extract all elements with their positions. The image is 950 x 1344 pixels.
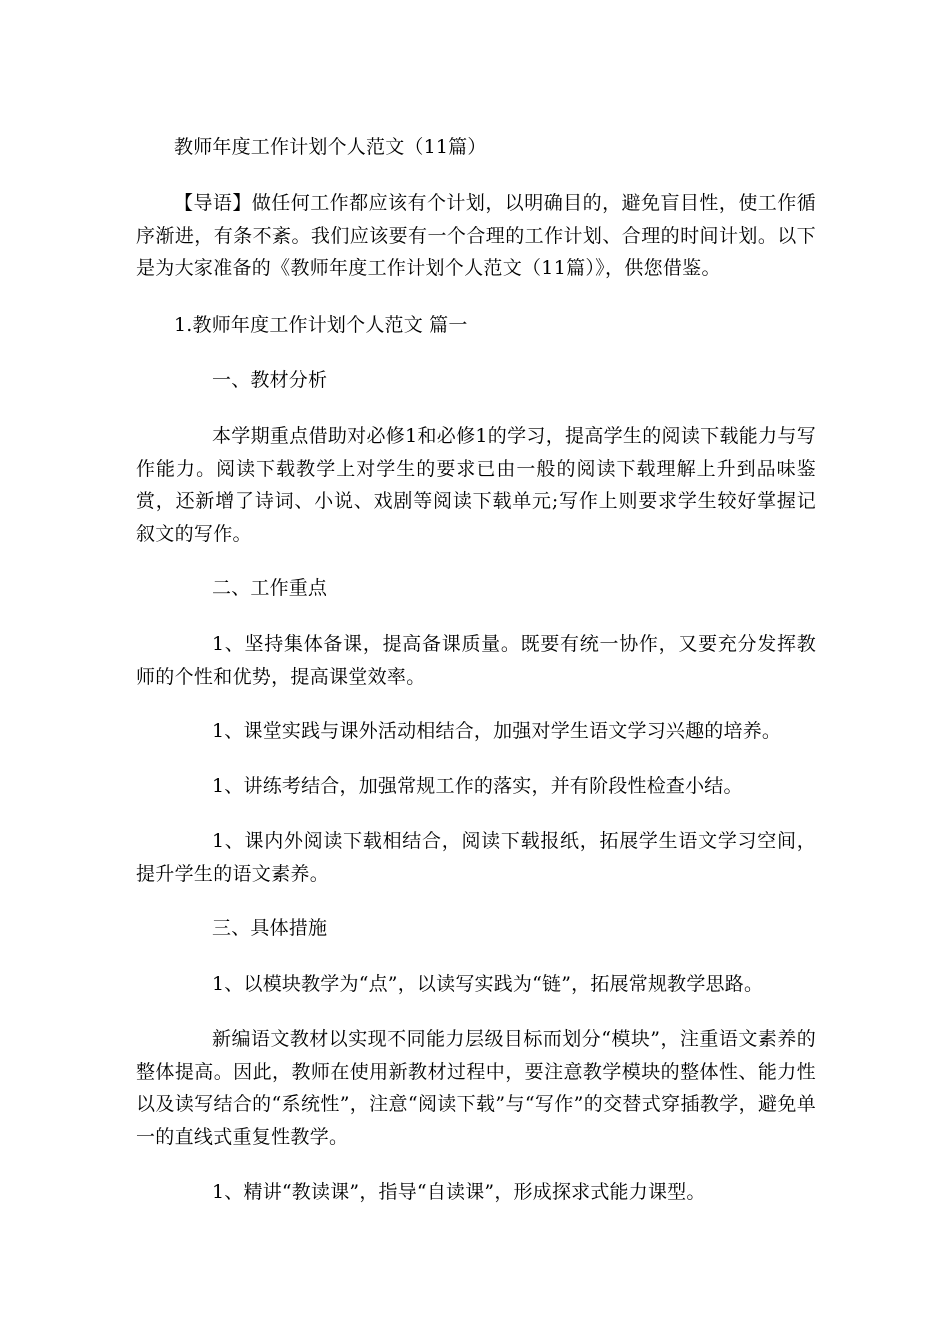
- section-title: 1.教师年度工作计划个人范文 篇一: [174, 314, 468, 336]
- measure-item-1: 1、以模块教学为“点”，以读写实践为“链”，拓展常规教学思路。: [212, 973, 764, 995]
- work-focus-item-2: 1、课堂实践与课外活动相结合，加强对学生语文学习兴趣的培养。: [212, 720, 782, 742]
- heading-specific-measures: 三、具体措施: [212, 917, 328, 939]
- measure-paragraph: 新编语文教材以实现不同能力层级目标而划分“模块”，注重语文素养的整体提高。因此，教师在使用新教材过程中，要注意教学模块的整体性、能力性以及读写结合的“系统性”，注意“阅读下载”与“写作”的交替式穿插教学，避免单一的直线式重复性教学。: [136, 1028, 816, 1148]
- heading-materials-analysis: 一、教材分析: [212, 369, 328, 391]
- measure-item-2: 1、精讲“教读课”，指导“自读课”，形成探求式能力课型。: [212, 1181, 706, 1203]
- materials-analysis-paragraph: 本学期重点借助对必修1和必修1的学习，提高学生的阅读下载能力与写作能力。阅读下载教学上对学生的要求已由一般的阅读下载理解上升到品味鉴赏，还新增了诗词、小说、戏剧等阅读下载单元;写作上则要求学生较好掌握记叙文的写作。: [136, 425, 816, 545]
- document-title: 教师年度工作计划个人范文（11篇）: [174, 136, 487, 158]
- heading-work-focus: 二、工作重点: [212, 577, 328, 599]
- work-focus-item-4: 1、课内外阅读下载相结合，阅读下载报纸，拓展学生语文学习空间，提升学生的语文素养。: [136, 830, 816, 885]
- intro-paragraph: 【导语】做任何工作都应该有个计划，以明确目的，避免盲目性，使工作循序渐进，有条不紊。我们应该要有一个合理的工作计划、合理的时间计划。以下是为大家准备的《教师年度工作计划个人范文（11篇）》，供您借鉴。: [136, 192, 816, 279]
- work-focus-item-1: 1、坚持集体备课，提高备课质量。既要有统一协作，又要充分发挥教师的个性和优势，提高课堂效率。: [136, 633, 816, 688]
- work-focus-item-3: 1、讲练考结合，加强常规工作的落实，并有阶段性检查小结。: [212, 775, 743, 797]
